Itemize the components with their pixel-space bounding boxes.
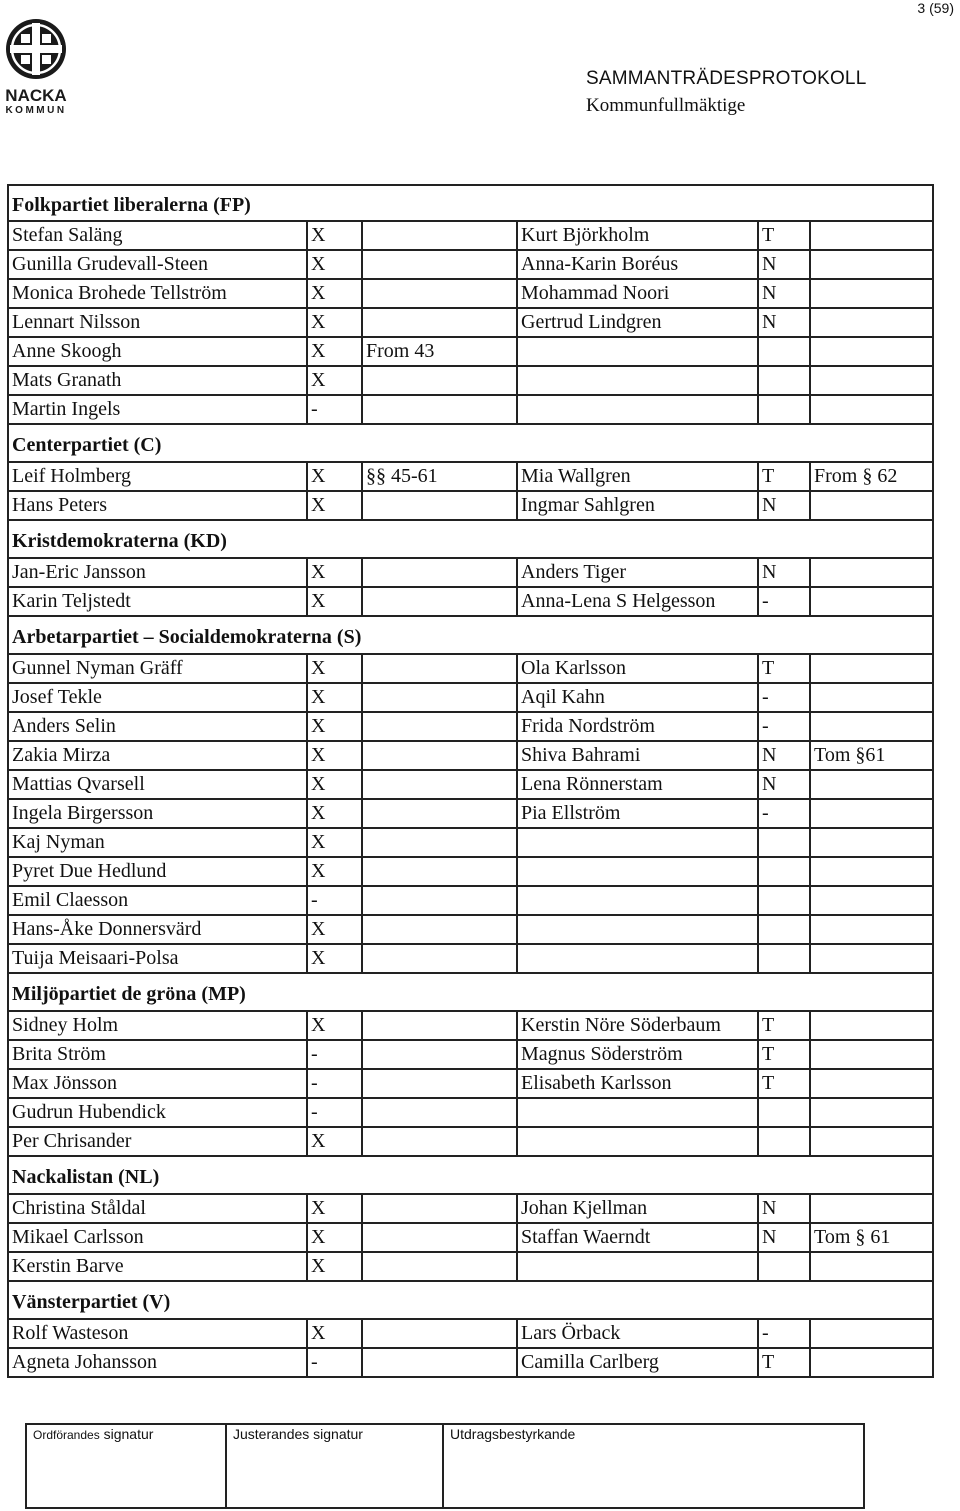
attendance-mark: X bbox=[307, 712, 362, 741]
member-name: Gunilla Grudevall-Steen bbox=[8, 250, 307, 279]
member-row bbox=[8, 828, 933, 857]
substitute-mark: - bbox=[758, 712, 810, 741]
party-name: Nackalistan (NL) bbox=[8, 1156, 933, 1194]
member-name: Zakia Mirza bbox=[8, 741, 307, 770]
document-subtitle: Kommunfullmäktige bbox=[586, 95, 746, 116]
member-name: Josef Tekle bbox=[8, 683, 307, 712]
substitute-note bbox=[810, 558, 933, 587]
attendance-mark: X bbox=[307, 308, 362, 337]
substitute-name: Ola Karlsson bbox=[517, 654, 758, 683]
attendance-mark: X bbox=[307, 558, 362, 587]
attendance-mark: X bbox=[307, 799, 362, 828]
substitute-mark: - bbox=[758, 683, 810, 712]
page-number: 3 (59) bbox=[917, 0, 954, 16]
member-name: Max Jönsson bbox=[8, 1069, 307, 1098]
substitute-name: Magnus Söderström bbox=[517, 1040, 758, 1069]
attendance-note bbox=[362, 221, 517, 250]
substitute-name: Staffan Waerndt bbox=[517, 1223, 758, 1252]
substitute-mark: T bbox=[758, 1040, 810, 1069]
substitute-note bbox=[810, 886, 933, 915]
attendance-note bbox=[362, 770, 517, 799]
member-name: Mattias Qvarsell bbox=[8, 770, 307, 799]
substitute-name: Anna-Lena S Helgesson bbox=[517, 587, 758, 616]
attendance-note bbox=[362, 395, 517, 424]
substitute-note bbox=[810, 279, 933, 308]
attendance-note bbox=[362, 944, 517, 973]
substitute-note bbox=[810, 944, 933, 973]
member-name: Martin Ingels bbox=[8, 395, 307, 424]
substitute-note bbox=[810, 1319, 933, 1348]
substitute-mark bbox=[758, 915, 810, 944]
member-name: Anne Skoogh bbox=[8, 337, 307, 366]
attendance-mark: X bbox=[307, 1252, 362, 1281]
substitute-note: Tom § 61 bbox=[810, 1223, 933, 1252]
member-row bbox=[8, 337, 933, 366]
substitute-name bbox=[517, 1127, 758, 1156]
substitute-mark: - bbox=[758, 799, 810, 828]
party-name: Folkpartiet liberalerna (FP) bbox=[8, 185, 933, 221]
attendance-note bbox=[362, 250, 517, 279]
member-name: Kerstin Barve bbox=[8, 1252, 307, 1281]
attendance-note bbox=[362, 587, 517, 616]
substitute-mark bbox=[758, 1098, 810, 1127]
attendance-mark: X bbox=[307, 828, 362, 857]
substitute-name: Kerstin Nöre Söderbaum bbox=[517, 1011, 758, 1040]
adjuster-signature-cell bbox=[226, 1424, 443, 1508]
substitute-mark bbox=[758, 337, 810, 366]
substitute-mark: N bbox=[758, 1194, 810, 1223]
attendance-mark: X bbox=[307, 221, 362, 250]
member-name: Mikael Carlsson bbox=[8, 1223, 307, 1252]
member-row bbox=[8, 1040, 933, 1069]
member-row bbox=[8, 491, 933, 520]
party-name: Vänsterpartiet (V) bbox=[8, 1281, 933, 1319]
substitute-name: Anders Tiger bbox=[517, 558, 758, 587]
attendance-mark: X bbox=[307, 944, 362, 973]
party-header-row bbox=[8, 616, 933, 654]
substitute-mark bbox=[758, 395, 810, 424]
attendance-note bbox=[362, 1098, 517, 1127]
substitute-name: Shiva Bahrami bbox=[517, 741, 758, 770]
substitute-note bbox=[810, 395, 933, 424]
member-name: Ingela Birgersson bbox=[8, 799, 307, 828]
member-row bbox=[8, 221, 933, 250]
substitute-note bbox=[810, 491, 933, 520]
substitute-name: Aqil Kahn bbox=[517, 683, 758, 712]
member-row bbox=[8, 1319, 933, 1348]
attendance-note bbox=[362, 1127, 517, 1156]
member-row bbox=[8, 558, 933, 587]
substitute-name bbox=[517, 857, 758, 886]
attendance-note bbox=[362, 683, 517, 712]
party-name: Kristdemokraterna (KD) bbox=[8, 520, 933, 558]
party-header-row bbox=[8, 520, 933, 558]
member-name: Per Chrisander bbox=[8, 1127, 307, 1156]
substitute-note bbox=[810, 828, 933, 857]
substitute-name: Elisabeth Karlsson bbox=[517, 1069, 758, 1098]
substitute-mark: T bbox=[758, 221, 810, 250]
attendance-mark: X bbox=[307, 366, 362, 395]
attendance-note bbox=[362, 1348, 517, 1377]
attendance-mark: X bbox=[307, 1194, 362, 1223]
attendance-mark: X bbox=[307, 1319, 362, 1348]
substitute-mark: - bbox=[758, 587, 810, 616]
substitute-note bbox=[810, 1069, 933, 1098]
substitute-note bbox=[810, 683, 933, 712]
member-row bbox=[8, 1348, 933, 1377]
attendance-mark: X bbox=[307, 491, 362, 520]
substitute-name: Johan Kjellman bbox=[517, 1194, 758, 1223]
attendance-note bbox=[362, 1011, 517, 1040]
attendance-mark: X bbox=[307, 462, 362, 491]
substitute-mark: N bbox=[758, 279, 810, 308]
attendance-mark: X bbox=[307, 279, 362, 308]
member-name: Stefan Saläng bbox=[8, 221, 307, 250]
attendance-note bbox=[362, 741, 517, 770]
substitute-note bbox=[810, 857, 933, 886]
member-row bbox=[8, 683, 933, 712]
substitute-mark: T bbox=[758, 654, 810, 683]
attendance-mark: X bbox=[307, 654, 362, 683]
member-name: Gudrun Hubendick bbox=[8, 1098, 307, 1127]
attendance-note bbox=[362, 886, 517, 915]
member-row bbox=[8, 915, 933, 944]
substitute-mark: N bbox=[758, 491, 810, 520]
substitute-note bbox=[810, 770, 933, 799]
attendance-note bbox=[362, 857, 517, 886]
member-name: Jan-Eric Jansson bbox=[8, 558, 307, 587]
substitute-note bbox=[810, 250, 933, 279]
member-name: Leif Holmberg bbox=[8, 462, 307, 491]
attendance-mark: X bbox=[307, 741, 362, 770]
substitute-mark bbox=[758, 1127, 810, 1156]
substitute-mark: T bbox=[758, 462, 810, 491]
substitute-name bbox=[517, 1252, 758, 1281]
member-name: Kaj Nyman bbox=[8, 828, 307, 857]
attendance-mark: X bbox=[307, 1011, 362, 1040]
member-name: Sidney Holm bbox=[8, 1011, 307, 1040]
attendance-note bbox=[362, 279, 517, 308]
member-name: Gunnel Nyman Gräff bbox=[8, 654, 307, 683]
adjuster-signature-label: Justerandes signatur bbox=[233, 1426, 363, 1442]
nacka-kommun-logo bbox=[2, 19, 70, 115]
substitute-name: Ingmar Sahlgren bbox=[517, 491, 758, 520]
attendance-note bbox=[362, 828, 517, 857]
substitute-name: Camilla Carlberg bbox=[517, 1348, 758, 1377]
member-row bbox=[8, 741, 933, 770]
substitute-note bbox=[810, 221, 933, 250]
member-row bbox=[8, 1011, 933, 1040]
substitute-note bbox=[810, 587, 933, 616]
attendance-mark: - bbox=[307, 1069, 362, 1098]
substitute-name bbox=[517, 886, 758, 915]
substitute-note bbox=[810, 366, 933, 395]
member-row bbox=[8, 250, 933, 279]
member-row bbox=[8, 857, 933, 886]
substitute-name bbox=[517, 366, 758, 395]
logo-name: NACKA bbox=[5, 86, 67, 105]
member-name: Emil Claesson bbox=[8, 886, 307, 915]
certified-label: Utdragsbestyrkande bbox=[450, 1426, 576, 1442]
substitute-note bbox=[810, 915, 933, 944]
substitute-mark: N bbox=[758, 741, 810, 770]
substitute-name: Mia Wallgren bbox=[517, 462, 758, 491]
substitute-name: Mohammad Noori bbox=[517, 279, 758, 308]
attendance-mark: - bbox=[307, 395, 362, 424]
member-row bbox=[8, 308, 933, 337]
attendance-note: From 43 bbox=[362, 337, 517, 366]
member-row bbox=[8, 799, 933, 828]
substitute-mark bbox=[758, 1252, 810, 1281]
member-name: Tuija Meisaari-Polsa bbox=[8, 944, 307, 973]
member-row bbox=[8, 1252, 933, 1281]
substitute-name: Lars Örback bbox=[517, 1319, 758, 1348]
nacka-emblem-icon bbox=[2, 19, 70, 115]
attendance-note: §§ 45-61 bbox=[362, 462, 517, 491]
signature-table bbox=[25, 1423, 865, 1509]
member-row bbox=[8, 1069, 933, 1098]
substitute-note bbox=[810, 1194, 933, 1223]
attendance-table bbox=[7, 184, 934, 1378]
substitute-note bbox=[810, 712, 933, 741]
member-name: Karin Teljstedt bbox=[8, 587, 307, 616]
substitute-mark: T bbox=[758, 1348, 810, 1377]
substitute-note bbox=[810, 654, 933, 683]
member-name: Rolf Wasteson bbox=[8, 1319, 307, 1348]
attendance-note bbox=[362, 799, 517, 828]
chair-signature-label: signatur bbox=[103, 1426, 154, 1442]
substitute-mark: T bbox=[758, 1011, 810, 1040]
member-name: Christina Ståldal bbox=[8, 1194, 307, 1223]
attendance-mark: X bbox=[307, 683, 362, 712]
substitute-name bbox=[517, 337, 758, 366]
substitute-mark bbox=[758, 366, 810, 395]
substitute-note bbox=[810, 799, 933, 828]
substitute-mark: N bbox=[758, 250, 810, 279]
attendance-note bbox=[362, 1069, 517, 1098]
member-row bbox=[8, 587, 933, 616]
party-header-row bbox=[8, 424, 933, 462]
party-name: Miljöpartiet de gröna (MP) bbox=[8, 973, 933, 1011]
substitute-note bbox=[810, 1040, 933, 1069]
substitute-mark: N bbox=[758, 1223, 810, 1252]
substitute-mark: T bbox=[758, 1069, 810, 1098]
substitute-mark bbox=[758, 828, 810, 857]
attendance-mark: - bbox=[307, 1040, 362, 1069]
substitute-mark: N bbox=[758, 308, 810, 337]
member-name: Pyret Due Hedlund bbox=[8, 857, 307, 886]
member-row bbox=[8, 712, 933, 741]
attendance-mark: X bbox=[307, 857, 362, 886]
attendance-note bbox=[362, 1252, 517, 1281]
substitute-note: From § 62 bbox=[810, 462, 933, 491]
attendance-mark: X bbox=[307, 770, 362, 799]
substitute-note bbox=[810, 308, 933, 337]
attendance-note bbox=[362, 308, 517, 337]
substitute-note bbox=[810, 1252, 933, 1281]
party-header-row bbox=[8, 1281, 933, 1319]
substitute-name: Lena Rönnerstam bbox=[517, 770, 758, 799]
member-name: Hans-Åke Donnersvärd bbox=[8, 915, 307, 944]
member-row bbox=[8, 1223, 933, 1252]
substitute-note bbox=[810, 1127, 933, 1156]
substitute-mark bbox=[758, 857, 810, 886]
attendance-mark: X bbox=[307, 587, 362, 616]
member-row bbox=[8, 366, 933, 395]
attendance-mark: X bbox=[307, 1223, 362, 1252]
party-name: Centerpartiet (C) bbox=[8, 424, 933, 462]
member-row bbox=[8, 1194, 933, 1223]
party-name: Arbetarpartiet – Socialdemokraterna (S) bbox=[8, 616, 933, 654]
member-name: Anders Selin bbox=[8, 712, 307, 741]
attendance-mark: X bbox=[307, 915, 362, 944]
attendance-note bbox=[362, 654, 517, 683]
substitute-note bbox=[810, 1098, 933, 1127]
attendance-note bbox=[362, 1223, 517, 1252]
member-row bbox=[8, 462, 933, 491]
certified-cell bbox=[443, 1424, 864, 1508]
party-header-row bbox=[8, 973, 933, 1011]
member-row bbox=[8, 770, 933, 799]
substitute-name bbox=[517, 944, 758, 973]
member-row bbox=[8, 1098, 933, 1127]
substitute-name bbox=[517, 1098, 758, 1127]
attendance-mark: X bbox=[307, 337, 362, 366]
member-row bbox=[8, 279, 933, 308]
substitute-name bbox=[517, 915, 758, 944]
substitute-name: Kurt Björkholm bbox=[517, 221, 758, 250]
attendance-mark: - bbox=[307, 1098, 362, 1127]
substitute-mark: N bbox=[758, 770, 810, 799]
substitute-note bbox=[810, 337, 933, 366]
member-name: Hans Peters bbox=[8, 491, 307, 520]
member-name: Lennart Nilsson bbox=[8, 308, 307, 337]
document-title: SAMMANTRÄDESPROTOKOLL bbox=[586, 68, 867, 89]
substitute-mark bbox=[758, 944, 810, 973]
attendance-mark: X bbox=[307, 1127, 362, 1156]
attendance-note bbox=[362, 712, 517, 741]
substitute-note bbox=[810, 1348, 933, 1377]
member-name: Brita Ström bbox=[8, 1040, 307, 1069]
attendance-mark: - bbox=[307, 1348, 362, 1377]
chair-signature-cell bbox=[26, 1424, 226, 1508]
substitute-mark bbox=[758, 886, 810, 915]
party-header-row bbox=[8, 1156, 933, 1194]
member-row bbox=[8, 395, 933, 424]
member-name: Mats Granath bbox=[8, 366, 307, 395]
substitute-mark: - bbox=[758, 1319, 810, 1348]
member-row bbox=[8, 944, 933, 973]
attendance-note bbox=[362, 491, 517, 520]
member-name: Monica Brohede Tellström bbox=[8, 279, 307, 308]
member-row bbox=[8, 654, 933, 683]
attendance-note bbox=[362, 366, 517, 395]
attendance-note bbox=[362, 1319, 517, 1348]
member-name: Agneta Johansson bbox=[8, 1348, 307, 1377]
substitute-name: Gertrud Lindgren bbox=[517, 308, 758, 337]
member-row bbox=[8, 886, 933, 915]
member-row bbox=[8, 1127, 933, 1156]
logo-sub: KOMMUN bbox=[5, 105, 67, 115]
substitute-name bbox=[517, 395, 758, 424]
chair-signature-prefix: Ordförandes bbox=[33, 1428, 100, 1442]
party-header-row bbox=[8, 185, 933, 221]
attendance-mark: - bbox=[307, 886, 362, 915]
substitute-name bbox=[517, 828, 758, 857]
substitute-name: Frida Nordström bbox=[517, 712, 758, 741]
attendance-table-body bbox=[8, 185, 933, 1377]
substitute-note: Tom §61 bbox=[810, 741, 933, 770]
substitute-note bbox=[810, 1011, 933, 1040]
substitute-mark: N bbox=[758, 558, 810, 587]
attendance-note bbox=[362, 558, 517, 587]
substitute-name: Anna-Karin Boréus bbox=[517, 250, 758, 279]
attendance-note bbox=[362, 1040, 517, 1069]
attendance-note bbox=[362, 1194, 517, 1223]
attendance-note bbox=[362, 915, 517, 944]
attendance-mark: X bbox=[307, 250, 362, 279]
substitute-name: Pia Ellström bbox=[517, 799, 758, 828]
